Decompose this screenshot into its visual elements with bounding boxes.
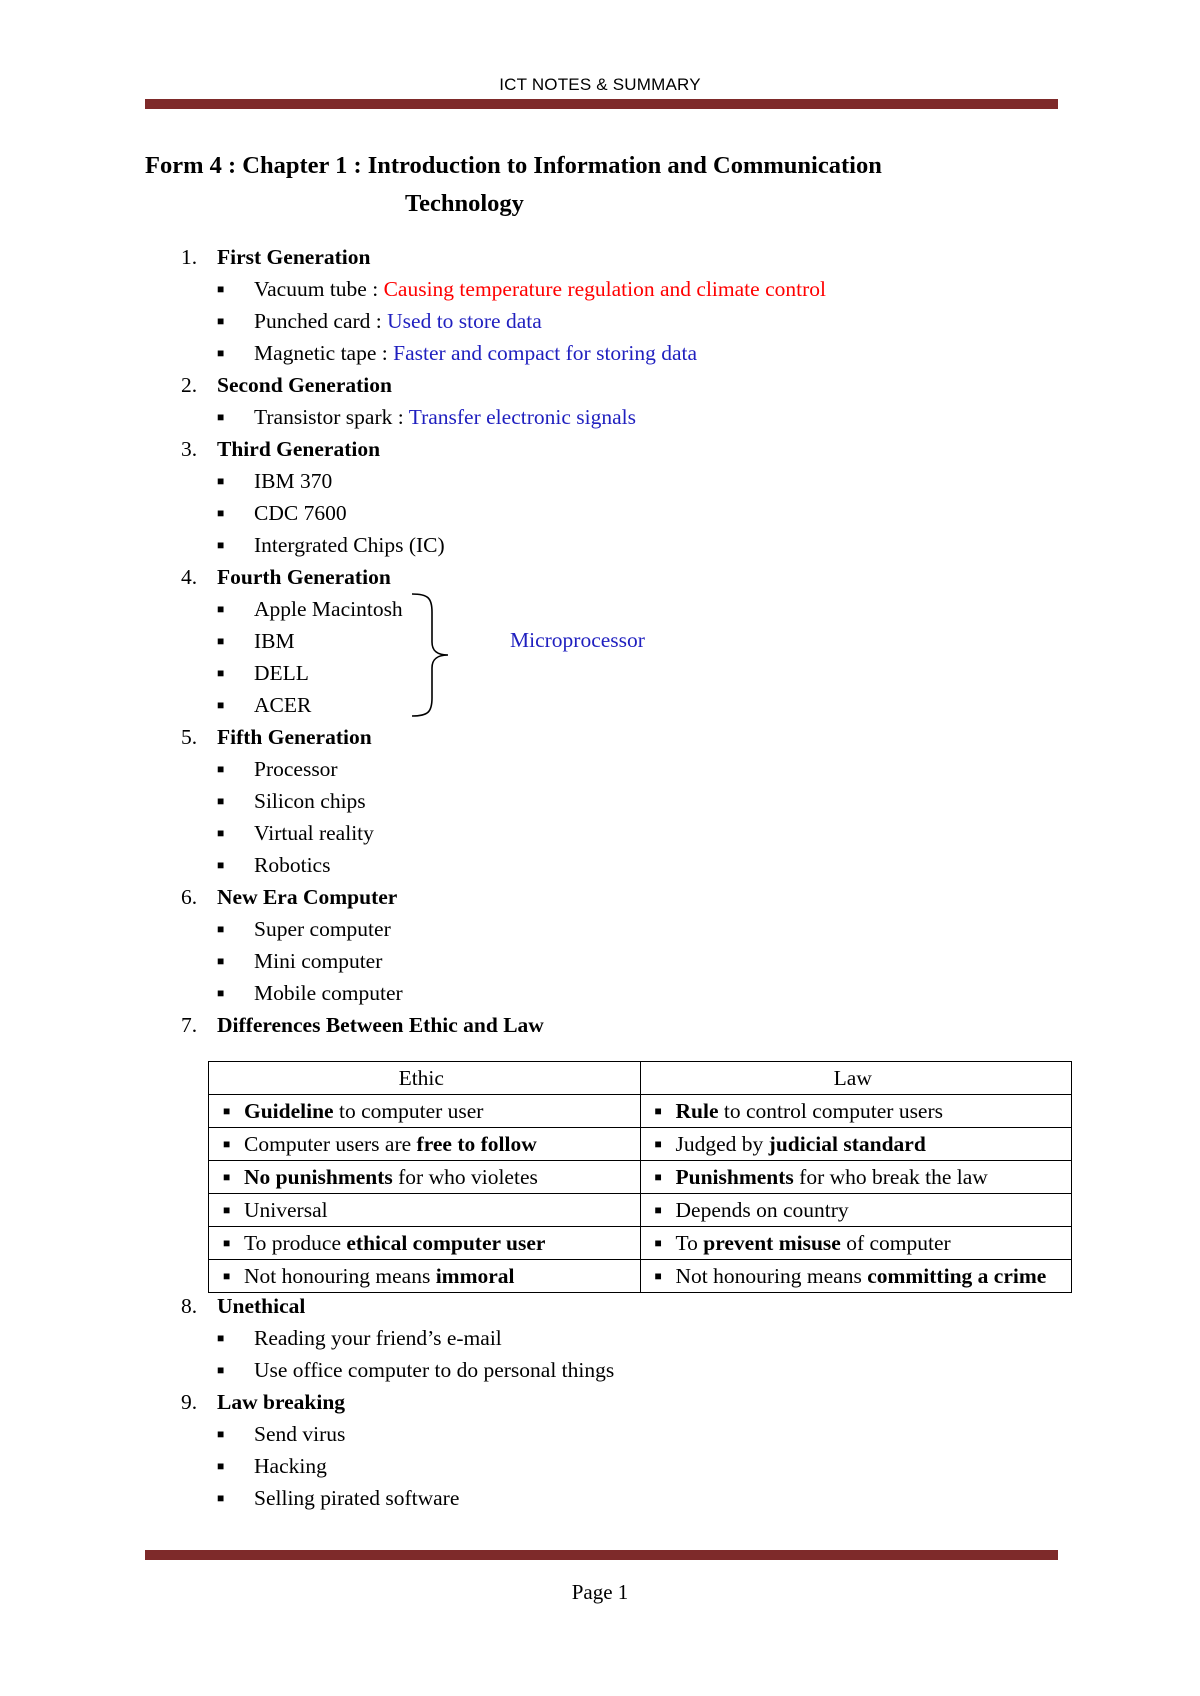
cell-text-bold: judicial standard — [768, 1132, 926, 1156]
cell-text-bold: No punishments — [244, 1165, 393, 1189]
section-heading: First Generation — [217, 245, 371, 269]
section — [145, 721, 1065, 881]
list-item-text — [254, 817, 374, 849]
list-item-text — [254, 753, 338, 785]
square-bullet-icon: ■ — [217, 922, 225, 936]
section-number: 7. — [181, 1013, 198, 1037]
section-number: 1. — [181, 245, 198, 269]
table-cell — [209, 1194, 641, 1227]
cell-text — [676, 1128, 1063, 1160]
list-item-text — [254, 1354, 614, 1386]
list-item — [145, 945, 1065, 977]
item-label: DELL — [254, 661, 309, 685]
square-bullet-icon: ■ — [217, 954, 225, 968]
section-heading: Law breaking — [217, 1390, 346, 1414]
item-label: Vacuum tube : — [254, 277, 384, 301]
ethic-law-table — [208, 1061, 1072, 1293]
item-label: Send virus — [254, 1422, 346, 1446]
section-title — [145, 369, 1065, 401]
table-row — [209, 1128, 1072, 1161]
list-item — [145, 657, 1065, 689]
square-bullet-icon: ■ — [217, 282, 225, 296]
square-bullet-icon: ■ — [223, 1137, 231, 1151]
item-label: Reading your friend’s e-mail — [254, 1326, 502, 1350]
list-item-text — [254, 657, 309, 689]
item-label: IBM — [254, 629, 295, 653]
square-bullet-icon: ■ — [217, 826, 225, 840]
table-cell — [640, 1128, 1072, 1161]
list-item-text — [254, 593, 403, 625]
cell-text — [676, 1194, 1063, 1226]
square-bullet-icon: ■ — [217, 986, 225, 1000]
item-label: Processor — [254, 757, 338, 781]
page-title — [145, 147, 1065, 223]
section-heading: New Era Computer — [217, 885, 398, 909]
section-title — [145, 1386, 1065, 1418]
square-bullet-icon: ■ — [654, 1137, 662, 1151]
item-note: Used to store data — [387, 309, 542, 333]
list-item — [145, 689, 1065, 721]
item-label: Apple Macintosh — [254, 597, 403, 621]
cell-text — [244, 1260, 631, 1292]
cell-text-plain: Depends on country — [675, 1198, 849, 1222]
square-bullet-icon: ■ — [223, 1203, 231, 1217]
item-label: Intergrated Chips (IC) — [254, 533, 445, 557]
cell-text-bold: immoral — [435, 1264, 515, 1288]
list-item-text — [254, 1322, 502, 1354]
list-item — [145, 497, 1065, 529]
cell-text — [244, 1161, 631, 1193]
header-title: ICT NOTES & SUMMARY — [499, 75, 701, 94]
list-item-text — [254, 977, 403, 1009]
cell-text-plain: Universal — [244, 1198, 328, 1222]
square-bullet-icon: ■ — [217, 474, 225, 488]
table-cell — [209, 1227, 641, 1260]
list-item-text — [254, 625, 295, 657]
square-bullet-icon: ■ — [654, 1104, 662, 1118]
square-bullet-icon: ■ — [217, 410, 225, 424]
list-item — [145, 977, 1065, 1009]
table-row — [209, 1227, 1072, 1260]
notes-content — [145, 241, 1065, 1514]
list-item-text — [254, 1418, 345, 1450]
cell-text-plain: Not honouring means — [675, 1264, 868, 1288]
list-item-text — [254, 465, 332, 497]
section-title — [145, 881, 1065, 913]
cell-text-plain: Computer users are — [244, 1132, 417, 1156]
cell-text-bold: Punishments — [675, 1165, 794, 1189]
item-label: Super computer — [254, 917, 391, 941]
cell-text — [244, 1095, 631, 1127]
list-item — [145, 1482, 1065, 1514]
item-note: Faster and compact for storing data — [393, 341, 697, 365]
list-item-text — [254, 913, 391, 945]
list-item-text — [254, 849, 330, 881]
list-item-text — [254, 401, 636, 433]
section-title — [145, 433, 1065, 465]
square-bullet-icon: ■ — [217, 698, 225, 712]
title-line-2: Technology — [405, 190, 524, 217]
cell-text — [676, 1260, 1063, 1292]
section — [145, 433, 1065, 561]
table-row — [209, 1194, 1072, 1227]
list-item — [145, 593, 1065, 625]
cell-text-bold: free to follow — [416, 1132, 537, 1156]
section-number: 6. — [181, 885, 198, 909]
list-item — [145, 529, 1065, 561]
list-item-text — [254, 945, 382, 977]
section-number: 8. — [181, 1294, 198, 1318]
square-bullet-icon: ■ — [223, 1269, 231, 1283]
square-bullet-icon: ■ — [654, 1269, 662, 1283]
item-note: Causing temperature regulation and climate control — [383, 277, 826, 301]
item-label: Punched card : — [254, 309, 388, 333]
table-cell — [209, 1095, 641, 1128]
list-item — [145, 913, 1065, 945]
table-cell — [640, 1260, 1072, 1293]
list-item-text — [254, 529, 445, 561]
cell-text-bold: committing a crime — [867, 1264, 1047, 1288]
list-item — [145, 305, 1065, 337]
table-cell — [640, 1227, 1072, 1260]
section-number: 3. — [181, 437, 198, 461]
item-label: Mini computer — [254, 949, 383, 973]
item-label: Virtual reality — [254, 821, 374, 845]
item-label: Robotics — [254, 853, 331, 877]
section — [145, 1290, 1065, 1386]
item-label: Selling pirated software — [254, 1486, 460, 1510]
square-bullet-icon: ■ — [217, 762, 225, 776]
list-item-text — [254, 305, 542, 337]
cell-text-plain: Not honouring means — [244, 1264, 436, 1288]
list-item-text — [254, 337, 697, 369]
table-cell — [209, 1260, 641, 1293]
section-title — [145, 241, 1065, 273]
square-bullet-icon: ■ — [223, 1170, 231, 1184]
section-number: 5. — [181, 725, 198, 749]
cell-text — [244, 1194, 631, 1226]
list-item-text — [254, 1482, 459, 1514]
section-title — [145, 1009, 1065, 1041]
square-bullet-icon: ■ — [654, 1236, 662, 1250]
section-heading: Differences Between Ethic and Law — [217, 1013, 544, 1037]
cell-text-bold: ethical computer user — [346, 1231, 546, 1255]
item-label: Transistor spark : — [254, 405, 409, 429]
cell-text — [244, 1128, 631, 1160]
cell-text — [676, 1161, 1063, 1193]
list-item-text — [254, 497, 347, 529]
cell-text-plain: to control computer users — [718, 1099, 944, 1123]
footer-rule — [145, 1550, 1058, 1560]
cell-text — [244, 1227, 631, 1259]
square-bullet-icon: ■ — [217, 602, 225, 616]
list-item-text — [254, 785, 366, 817]
square-bullet-icon: ■ — [217, 666, 225, 680]
list-item — [145, 849, 1065, 881]
list-item — [145, 753, 1065, 785]
section-number: 9. — [181, 1390, 198, 1414]
table-cell — [209, 1128, 641, 1161]
section-number: 2. — [181, 373, 198, 397]
square-bullet-icon: ■ — [223, 1236, 231, 1250]
item-label: Hacking — [254, 1454, 327, 1478]
list-item — [145, 1322, 1065, 1354]
list-item-text — [254, 689, 311, 721]
square-bullet-icon: ■ — [217, 1427, 225, 1441]
cell-text — [676, 1227, 1063, 1259]
item-note: Transfer electronic signals — [408, 405, 636, 429]
table-row — [209, 1161, 1072, 1194]
list-item — [145, 1418, 1065, 1450]
section-title — [145, 721, 1065, 753]
item-label: CDC 7600 — [254, 501, 347, 525]
section-heading: Third Generation — [217, 437, 381, 461]
square-bullet-icon: ■ — [217, 538, 225, 552]
cell-text-plain: To — [675, 1231, 704, 1255]
table-cell — [209, 1161, 641, 1194]
cell-text — [676, 1095, 1063, 1127]
section — [145, 369, 1065, 433]
list-item — [145, 337, 1065, 369]
table-cell — [640, 1161, 1072, 1194]
cell-text-plain: Judged by — [675, 1132, 769, 1156]
list-item-text — [254, 273, 826, 305]
section — [145, 881, 1065, 1009]
square-bullet-icon: ■ — [217, 858, 225, 872]
section-title — [145, 561, 1065, 593]
cell-text-plain: for who violetes — [392, 1165, 538, 1189]
list-item — [145, 817, 1065, 849]
square-bullet-icon: ■ — [654, 1170, 662, 1184]
section-heading: Fourth Generation — [217, 565, 391, 589]
column-header: Law — [640, 1062, 1072, 1095]
list-item-text — [254, 1450, 327, 1482]
section-title — [145, 1290, 1065, 1322]
curly-brace-icon — [410, 592, 450, 718]
square-bullet-icon: ■ — [217, 634, 225, 648]
title-line-1: Form 4 : Chapter 1 : Introduction to Information and Communication — [145, 152, 882, 179]
square-bullet-icon: ■ — [217, 506, 225, 520]
list-item — [145, 1450, 1065, 1482]
section — [145, 1386, 1065, 1514]
square-bullet-icon: ■ — [217, 314, 225, 328]
header-rule — [145, 99, 1058, 109]
square-bullet-icon: ■ — [217, 1363, 225, 1377]
table-cell — [640, 1095, 1072, 1128]
section-heading: Fifth Generation — [217, 725, 372, 749]
square-bullet-icon: ■ — [217, 1331, 225, 1345]
table-row — [209, 1260, 1072, 1293]
table-cell — [640, 1194, 1072, 1227]
section-number: 4. — [181, 565, 198, 589]
section-heading: Second Generation — [217, 373, 392, 397]
cell-text-plain: for who break the law — [793, 1165, 988, 1189]
item-label: Silicon chips — [254, 789, 366, 813]
square-bullet-icon: ■ — [217, 1491, 225, 1505]
square-bullet-icon: ■ — [217, 346, 225, 360]
cell-text-plain: of computer — [840, 1231, 951, 1255]
square-bullet-icon: ■ — [223, 1104, 231, 1118]
column-header: Ethic — [209, 1062, 641, 1095]
item-label: Use office computer to do personal things — [254, 1358, 615, 1382]
item-label: IBM 370 — [254, 469, 333, 493]
cell-text-bold: Rule — [675, 1099, 719, 1123]
item-label: Magnetic tape : — [254, 341, 394, 365]
item-label: Mobile computer — [254, 981, 403, 1005]
section-heading: Unethical — [217, 1294, 306, 1318]
table-header-row — [209, 1062, 1072, 1095]
list-item — [145, 273, 1065, 305]
brace-label: Microprocessor — [510, 628, 645, 652]
list-item — [145, 401, 1065, 433]
list-item — [145, 1354, 1065, 1386]
square-bullet-icon: ■ — [217, 1459, 225, 1473]
section — [145, 241, 1065, 369]
square-bullet-icon: ■ — [654, 1203, 662, 1217]
cell-text-bold: prevent misuse — [703, 1231, 841, 1255]
list-item — [145, 785, 1065, 817]
square-bullet-icon: ■ — [217, 794, 225, 808]
item-label: ACER — [254, 693, 312, 717]
table-row — [209, 1095, 1072, 1128]
page-number: Page 1 — [571, 1580, 629, 1604]
cell-text-bold: Guideline — [244, 1099, 334, 1123]
list-item — [145, 465, 1065, 497]
cell-text-plain: To produce — [244, 1231, 347, 1255]
cell-text-plain: to computer user — [333, 1099, 484, 1123]
